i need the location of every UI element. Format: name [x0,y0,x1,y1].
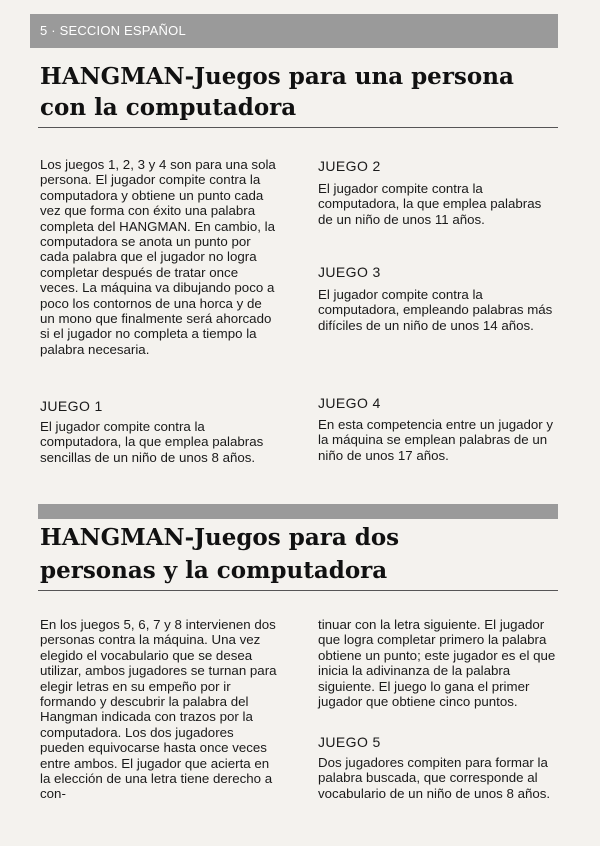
section2-intro-right: tinuar con la letra siguiente. El jugador que logra completar primero la palabra obtiene un punto; este jugador es el que inicia la adivinanza de la palabra siguiente. El juego lo gana el primer jugador que obtiene cinco puntos. [318,617,556,710]
section2-intro-left: En los juegos 5, 6, 7 y 8 intervienen dos personas contra la máquina. Una vez elegido el vocabulario que se desea utilizar, ambos jugadores se turnan para elegir letras en su empeño por ir formando y descubrir la palabra del Hangman indicada con trazos por la computadora. Los dos jugadores pueden equivocarse hasta once veces entre ambos. El jugador que acierta en la elección de una letra tiene derecho a con- [40,617,277,802]
juego1-text: El jugador compite contra la computadora, la que emplea palabras sencillas de un niño de unos 8 años. [40,419,264,465]
section1-title-line1: HANGMAN-Juegos para una persona [40,63,514,90]
juego5-text: Dos jugadores compiten para formar la palabra buscada, que corresponde al vocabulario de un niño de unos 8 años. [318,755,551,801]
section1-divider [38,127,558,128]
section2-band [38,504,558,519]
section-header-band [30,14,558,48]
section1-title-line2: con la computadora [40,94,297,121]
juego2-heading: JUEGO 2 [318,158,381,174]
section2-title-line1: HANGMAN-Juegos para dos [40,524,400,551]
juego3-text: El jugador compite contra la computadora, empleando palabras más difíciles de un niño de unos 14 años. [318,287,553,333]
section2-divider [38,590,558,591]
juego4-text: En esta competencia entre un jugador y la máquina se emplean palabras de un niño de unos 17 años. [318,417,554,463]
juego1-heading: JUEGO 1 [40,398,103,414]
section2-title-line2: personas y la computadora [40,557,388,584]
section-label: 5 · SECCION ESPAÑOL [40,23,186,38]
section1-intro: Los juegos 1, 2, 3 y 4 son para una sola persona. El jugador compite contra la computadora y obtiene un punto cada vez que forma con éxito una palabra completa del HANGMAN. En cambio, la computadora se anota un punto por cada palabra que el jugador no logra completar después de tratar once veces. La máquina va dibujando poco a poco los contornos de una horca y de un mono que finalmente será ahorcado si el jugador no completa a tiempo la palabra necesaria. [40,157,276,357]
juego2-text: El jugador compite contra la computadora, la que emplea palabras de un niño de unos 11 años. [318,181,542,227]
juego5-heading: JUEGO 5 [318,734,381,750]
juego4-heading: JUEGO 4 [318,395,381,411]
juego3-heading: JUEGO 3 [318,264,381,280]
